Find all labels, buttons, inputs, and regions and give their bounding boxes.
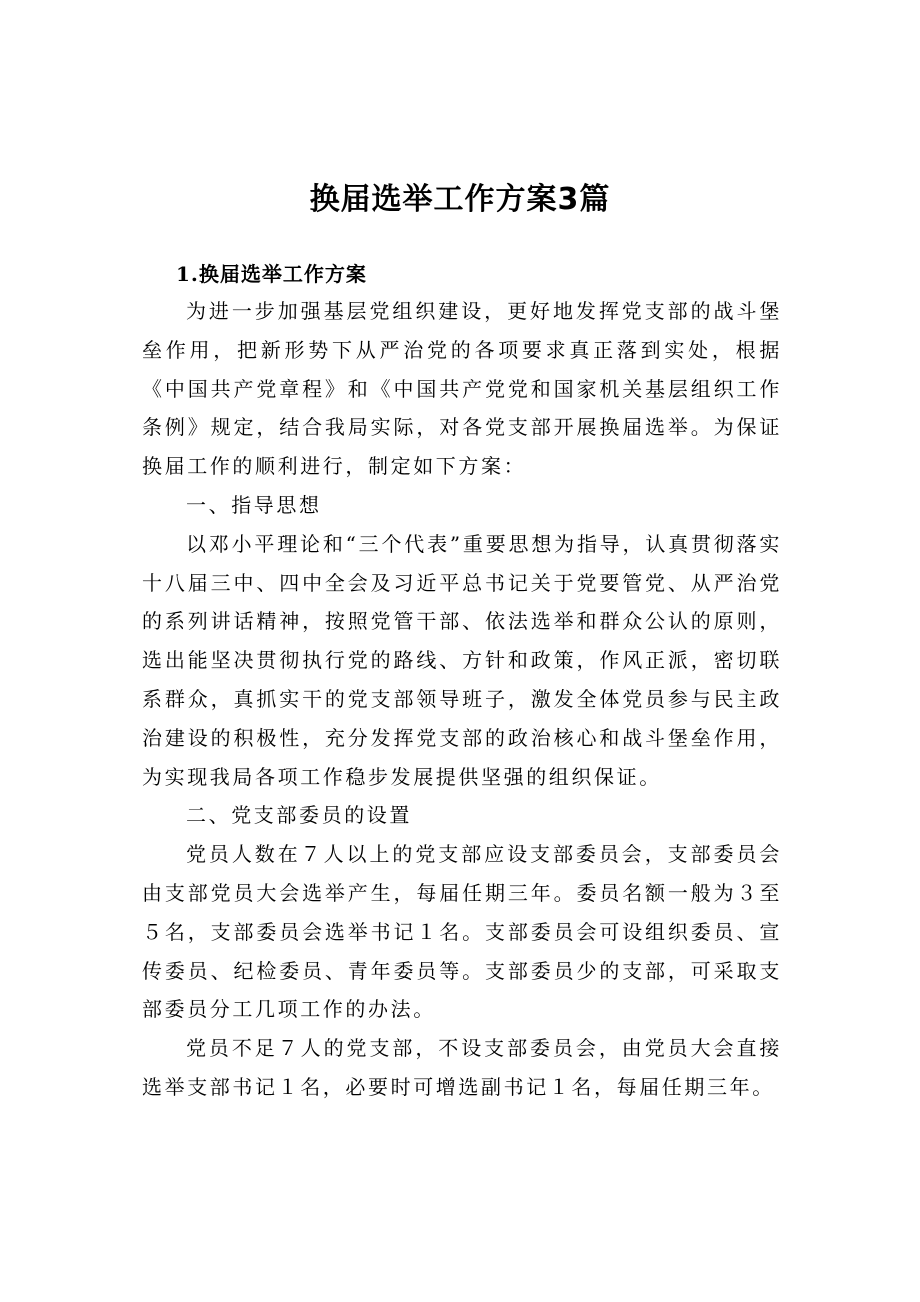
document-title: 换届选举工作方案3篇: [309, 182, 611, 217]
section-subtitle: 1.换届选举工作方案: [176, 262, 367, 286]
guiding-ideology-paragraph: 以邓小平理论和“三个代表”重要思想为指导，认真贯彻落实十八届三中、四中全会及习近平总书记关于党要管党、从严治党的系列讲话精神，按照党管干部、依法选举和群众公认的原则，选出能坚决贯彻执行党的路线、方针和政策，作风正派，密切联系群众，真抓实干的党支部领导班子，激发全体党员参与民主政治建设的积极性，充分发挥党支部的政治核心和战斗堡垒作用，为实现我局各项工作稳步发展提供坚强的组织保证。: [142, 531, 782, 789]
committee-setup-paragraph: 党员人数在７人以上的党支部应设支部委员会，支部委员会由支部党员大会选举产生，每届任期三年。委员名额一般为３至５名，支部委员会选举书记１名。支部委员会可设组织委员、宣传委员、纪检委员、青年委员等。支部委员少的支部，可采取支部委员分工几项工作的办法。: [142, 842, 782, 1022]
heading-guiding-ideology: 一、指导思想: [186, 492, 322, 517]
document-body: [142, 256, 782, 1107]
heading-committee-setup: 二、党支部委员的设置: [186, 803, 412, 828]
intro-paragraph: 为进一步加强基层党组织建设，更好地发挥党支部的战斗堡垒作用，把新形势下从严治党的各项要求真正落到实处，根据《中国共产党章程》和《中国共产党党和国家机关基层组织工作条例》规定，结合我局实际，对各党支部开展换届选举。为保证换届工作的顺利进行，制定如下方案：: [142, 299, 782, 479]
small-branch-paragraph: 党员不足７人的党支部，不设支部委员会，由党员大会直接选举支部书记１名，必要时可增选副书记１名，每届任期三年。: [142, 1036, 782, 1099]
